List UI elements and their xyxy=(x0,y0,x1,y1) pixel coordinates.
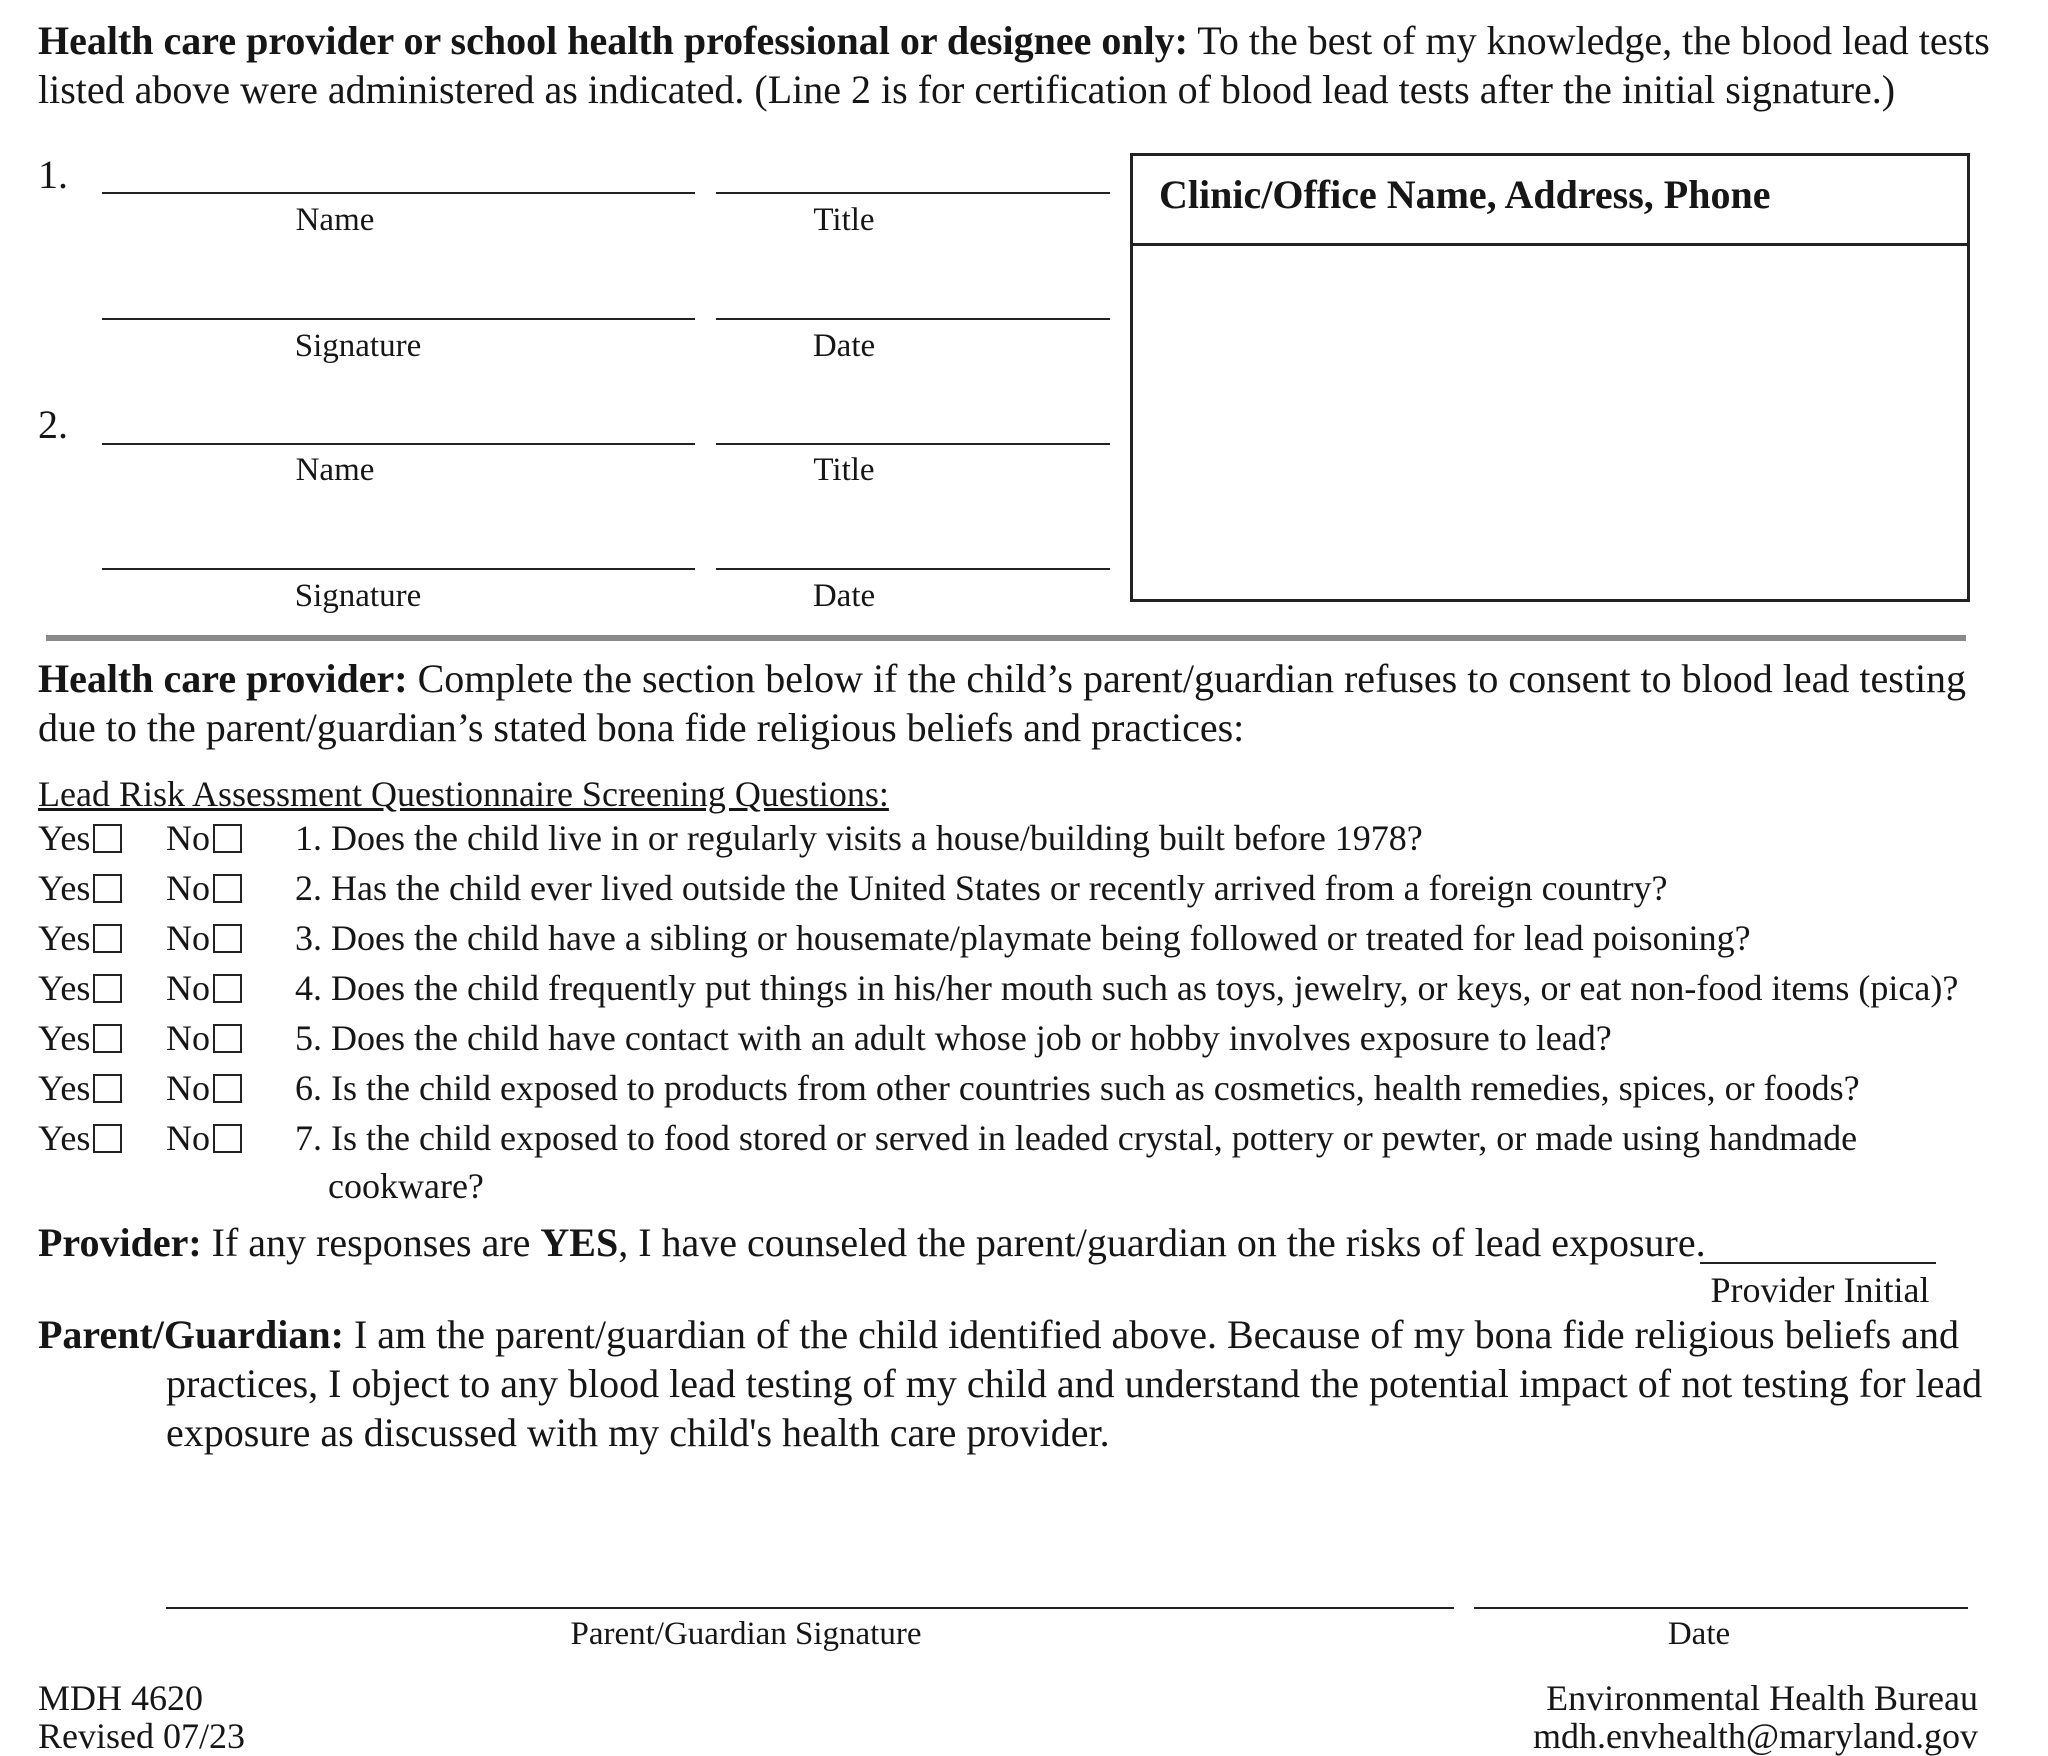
no-label: No xyxy=(166,1118,210,1158)
entry-1-name-label: Name xyxy=(295,202,375,238)
provider-text-1: If any responses are xyxy=(201,1220,541,1265)
parent-signature-line[interactable] xyxy=(166,1607,1454,1609)
question-body: Does the child live in or regularly visits a house/building built before 1978? xyxy=(331,818,1423,858)
yes-label: Yes xyxy=(38,818,91,858)
yes-checkbox[interactable] xyxy=(93,824,122,853)
question-number: 3. xyxy=(295,918,322,958)
question-body: Is the child exposed to products from other countries such as cosmetics, health remedies, spices, or foods? xyxy=(331,1068,1860,1108)
parent-statement-line-2: practices, I object to any blood lead testing of my child and understand the potential impact of not testing for lead xyxy=(166,1361,1983,1406)
no-label: No xyxy=(166,918,210,958)
yes-option[interactable] xyxy=(38,866,122,910)
no-label: No xyxy=(166,818,210,858)
entry-1-title-line[interactable] xyxy=(716,192,1110,194)
clinic-box-divider xyxy=(1133,243,1967,246)
provider-initial-label: Provider Initial xyxy=(1710,1270,1930,1310)
certification-lead: Health care provider or school health professional or designee only: xyxy=(38,18,1188,63)
question-text xyxy=(295,866,2015,910)
yes-checkbox[interactable] xyxy=(93,1124,122,1153)
entry-2-title-label: Title xyxy=(813,452,875,488)
yes-checkbox[interactable] xyxy=(93,1074,122,1103)
clinic-box-title: Clinic/Office Name, Address, Phone xyxy=(1159,172,1771,217)
entry-2-date-line[interactable] xyxy=(716,568,1110,570)
yes-checkbox[interactable] xyxy=(93,1024,122,1053)
clinic-info-area[interactable] xyxy=(1133,248,1967,598)
no-checkbox[interactable] xyxy=(213,924,242,953)
question-text xyxy=(295,1066,2015,1110)
entry-2-number: 2. xyxy=(38,402,68,447)
entry-1-number: 1. xyxy=(38,152,68,197)
entry-2-date-label: Date xyxy=(812,578,876,614)
entry-2-signature-label: Signature xyxy=(294,578,422,614)
no-label: No xyxy=(166,968,210,1008)
question-number: 7. xyxy=(295,1118,322,1158)
question-body: Does the child have contact with an adult whose job or hobby involves exposure to lead? xyxy=(331,1018,1612,1058)
question-number: 5. xyxy=(295,1018,322,1058)
parent-date-line[interactable] xyxy=(1474,1607,1968,1609)
bureau-name: Environmental Health Bureau xyxy=(1546,1678,1978,1718)
entry-1-signature-line[interactable] xyxy=(102,318,695,320)
yes-label: Yes xyxy=(38,868,91,908)
yes-option[interactable] xyxy=(38,1066,122,1110)
yes-checkbox[interactable] xyxy=(93,874,122,903)
question-body: Does the child frequently put things in his/her mouth such as toys, jewelry, or keys, or eat non-food items (pica)? xyxy=(331,968,1959,1008)
yes-checkbox[interactable] xyxy=(93,974,122,1003)
yes-option[interactable] xyxy=(38,1116,122,1160)
parent-lead: Parent/Guardian: xyxy=(38,1312,344,1357)
question-number: 1. xyxy=(295,818,322,858)
entry-1-date-line[interactable] xyxy=(716,318,1110,320)
question-number: 2. xyxy=(295,868,322,908)
question-text xyxy=(295,816,2015,860)
question-text xyxy=(295,966,2015,1010)
section-divider xyxy=(46,635,1966,641)
yes-label: Yes xyxy=(38,968,91,1008)
no-checkbox[interactable] xyxy=(213,824,242,853)
entry-2-name-label: Name xyxy=(295,452,375,488)
yes-option[interactable] xyxy=(38,916,122,960)
entry-1-date-label: Date xyxy=(812,328,876,364)
question-number: 6. xyxy=(295,1068,322,1108)
question-text xyxy=(295,1116,2015,1160)
question-body: Does the child have a sibling or housemate/playmate being followed or treated for lead poisoning? xyxy=(331,918,1751,958)
no-label: No xyxy=(166,868,210,908)
questionnaire-heading: Lead Risk Assessment Questionnaire Screening Questions: xyxy=(38,774,889,814)
bureau-email[interactable]: mdh.envhealth@maryland.gov xyxy=(1532,1716,1978,1756)
no-checkbox[interactable] xyxy=(213,874,242,903)
no-option[interactable] xyxy=(166,1016,242,1060)
yes-label: Yes xyxy=(38,1018,91,1058)
no-option[interactable] xyxy=(166,966,242,1010)
no-checkbox[interactable] xyxy=(213,1124,242,1153)
certification-paragraph xyxy=(38,16,2028,114)
no-option[interactable] xyxy=(166,916,242,960)
question-text xyxy=(295,916,2015,960)
entry-2-signature-line[interactable] xyxy=(102,568,695,570)
no-option[interactable] xyxy=(166,816,242,860)
entry-1-name-line[interactable] xyxy=(102,192,695,194)
question-number: 4. xyxy=(295,968,322,1008)
provider-lead: Provider: xyxy=(38,1220,202,1265)
question-body: Is the child exposed to food stored or served in leaded crystal, pottery or pewter, or made using handmade xyxy=(331,1118,1858,1158)
yes-label: Yes xyxy=(38,1068,91,1108)
no-option[interactable] xyxy=(166,1116,242,1160)
certification-text: To the best of my knowledge, the blood lead tests listed above were administered as indicated. (Line 2 is for certification of blood lead tests after the initial signature.) xyxy=(38,18,1990,112)
yes-option[interactable] xyxy=(38,1016,122,1060)
no-checkbox[interactable] xyxy=(213,974,242,1003)
entry-1-title-label: Title xyxy=(813,202,875,238)
form-number: MDH 4620 xyxy=(38,1678,204,1718)
no-option[interactable] xyxy=(166,1066,242,1110)
question-continuation: cookware? xyxy=(328,1166,484,1206)
provider-initial-line[interactable] xyxy=(1700,1262,1936,1264)
refusal-paragraph xyxy=(38,654,1998,752)
yes-label: Yes xyxy=(38,1118,91,1158)
refusal-lead: Health care provider: xyxy=(38,656,408,701)
clinic-box xyxy=(1130,153,1970,602)
yes-label: Yes xyxy=(38,918,91,958)
revised-date: Revised 07/23 xyxy=(38,1716,245,1756)
question-text xyxy=(295,1016,2015,1060)
no-label: No xyxy=(166,1068,210,1108)
parent-statement-line-1 xyxy=(38,1310,2028,1359)
provider-yes: YES xyxy=(540,1220,619,1265)
yes-checkbox[interactable] xyxy=(93,924,122,953)
question-body: Has the child ever lived outside the United States or recently arrived from a foreign country? xyxy=(331,868,1668,908)
entry-2-title-line[interactable] xyxy=(716,443,1110,445)
no-checkbox[interactable] xyxy=(213,1024,242,1053)
entry-2-name-line[interactable] xyxy=(102,443,695,445)
parent-signature-label: Parent/Guardian Signature xyxy=(570,1616,922,1652)
yes-option[interactable] xyxy=(38,816,122,860)
no-label: No xyxy=(166,1018,210,1058)
entry-1-signature-label: Signature xyxy=(294,328,422,364)
provider-text-2: , I have counseled the parent/guardian on the risks of lead exposure. xyxy=(618,1220,1706,1265)
no-option[interactable] xyxy=(166,866,242,910)
parent-date-label: Date xyxy=(1667,1616,1731,1652)
no-checkbox[interactable] xyxy=(213,1074,242,1103)
parent-statement-line-3: exposure as discussed with my child's health care provider. xyxy=(166,1410,1110,1455)
yes-option[interactable] xyxy=(38,966,122,1010)
parent-text-1: I am the parent/guardian of the child identified above. Because of my bona fide religious beliefs and xyxy=(343,1312,1959,1357)
provider-statement xyxy=(38,1218,1706,1267)
refusal-text: Complete the section below if the child’s parent/guardian refuses to consent to blood lead testing due to the parent/guardian’s stated bona fide religious beliefs and practices: xyxy=(38,656,1967,750)
